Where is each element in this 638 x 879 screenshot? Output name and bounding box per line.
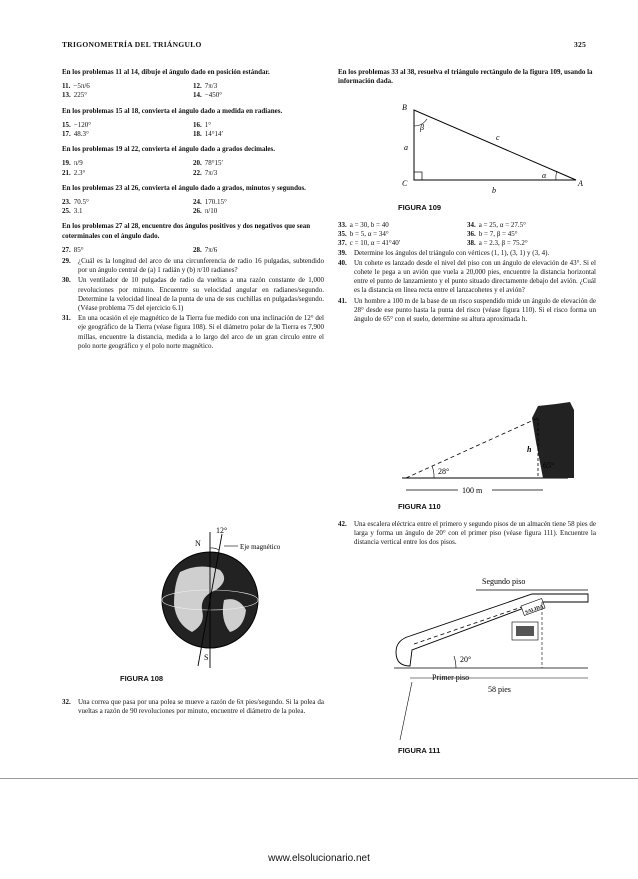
- problem-value: 7π/6: [204, 245, 218, 254]
- problem-31: [62, 314, 324, 351]
- triangle: [414, 110, 576, 180]
- sight-line: [406, 418, 538, 478]
- beta-label: β: [420, 123, 424, 132]
- problem-number: 34.: [467, 221, 476, 229]
- angle-28-label: 28°: [438, 467, 450, 476]
- problem-row: [62, 82, 324, 91]
- block-27-28: [62, 222, 324, 255]
- vertex-B: B: [402, 103, 407, 112]
- problem-row: [62, 246, 324, 255]
- problem-number: 23.: [62, 198, 71, 207]
- figure-108-earth-diagram: [140, 520, 320, 670]
- problem-41: [338, 297, 596, 325]
- alpha-arc: [556, 171, 557, 180]
- problem-number: 13.: [62, 91, 71, 100]
- vertex-A: A: [578, 179, 583, 188]
- problem-value: a = 2.3, β = 75.2°: [478, 239, 528, 248]
- north-label: N: [195, 539, 201, 548]
- problem-number: 37.: [338, 239, 347, 248]
- problem-row: [62, 130, 324, 139]
- magnetic-axis-label: Eje magnético: [240, 543, 281, 551]
- problem-number: 27.: [62, 245, 71, 254]
- right-angle-mark: [414, 172, 422, 180]
- figure-110-cliff: [398, 402, 588, 494]
- length-label: 58 pies: [488, 685, 511, 694]
- right-column-bottom: [338, 520, 596, 549]
- problem-text: Un hombre a 100 m de la base de un risco suspendido mide un ángulo de elevación de 28° desde ese punto hasta la punta del risco (véase figura 110). Si el risco forma un ángulo de 65° con el suelo, determine su altura aproximada h.: [354, 296, 596, 324]
- problem-row: [62, 121, 324, 130]
- alpha-label: α: [542, 171, 547, 180]
- problem-value: −120°: [73, 120, 91, 129]
- problem-value: 225°: [73, 91, 88, 100]
- figure-111-escalator: [392, 572, 598, 742]
- problem-number: 38.: [467, 239, 476, 248]
- problem-number: 33.: [338, 221, 347, 229]
- problem-text: Un cohete es lanzado desde el nivel del piso con un ángulo de elevación de 43°. Si el cohete le pega a un avión que vuela a 20,000 pies, encuentre la distancia horizontal entre el punto de lanzamiento y el punto situado directamente debajo del avión. ¿Cuál es la distancia en línea recta entre el lanzacohetes y el avión?: [354, 258, 596, 295]
- problem-value: π/10: [204, 207, 218, 216]
- problem-number: 17.: [62, 130, 71, 139]
- instruction: En los problemas 23 al 26, convierta el ángulo dado a grados, minutos y segundos.: [62, 183, 306, 192]
- problem-value: c = 10, α = 41°40′: [349, 239, 401, 248]
- problem-number: 24.: [193, 198, 202, 207]
- problem-value: 7π/3: [204, 82, 218, 91]
- instruction: En los problemas 19 al 22, convierta el ángulo dado a grados decimales.: [62, 145, 275, 154]
- problem-number: 39.: [338, 248, 347, 257]
- left-column-bottom: [62, 698, 324, 717]
- problem-number: 42.: [338, 520, 347, 528]
- problem-text: ¿Cuál es la longitud del arco de una circunferencia de radio 16 pulgadas, subtendido por un ángulo central de (a) 1 radián y (b) π/10 radianes?: [78, 257, 324, 275]
- problem-row: [338, 239, 596, 248]
- problem-number: 36.: [467, 230, 476, 239]
- problem-39: [338, 249, 596, 258]
- problem-number: 35.: [338, 230, 347, 239]
- problem-value: a = 25, α = 27.5°: [478, 221, 526, 229]
- problem-value: 2.3°: [73, 168, 86, 177]
- figure-109-right-triangle: [396, 100, 586, 195]
- problem-number: 26.: [193, 207, 202, 216]
- problem-value: 1°: [204, 120, 212, 129]
- problem-number: 19.: [62, 159, 71, 168]
- problem-number: 31.: [62, 314, 71, 323]
- problem-number: 11.: [62, 82, 71, 91]
- block-11-14: [62, 68, 324, 101]
- problem-row: [338, 221, 596, 230]
- problem-value: 170.15°: [204, 198, 227, 207]
- problem-text: Un ventilador de 10 pulgadas de radio da vueltas a una razón constante de 1,000 revoluciones por minuto. Encuentre su velocidad angular en radianes/segundo. Determine la velocidad lineal de la punta de una de sus cuchillas en pulgadas/segundo. (Véase problema 75 del ejercicio 6.1): [78, 276, 324, 313]
- problem-number: 15.: [62, 120, 71, 129]
- figure-108-caption: FIGURA 108: [120, 674, 164, 683]
- problem-text: Determine los ángulos del triángulo con vértices (1, 1), (3, 1) y (3, 4).: [354, 248, 550, 257]
- right-column-top: [338, 68, 596, 91]
- side-b: b: [492, 186, 496, 195]
- problem-number: 28.: [193, 245, 202, 254]
- angle-20-arc: [454, 656, 456, 668]
- problem-32: [62, 698, 324, 716]
- side-c: c: [496, 133, 500, 142]
- problem-value: 78°15′: [204, 159, 224, 168]
- problem-row: [62, 91, 324, 100]
- problem-number: 41.: [338, 296, 347, 305]
- length-pointer: [400, 682, 412, 740]
- problem-number: 30.: [62, 276, 71, 285]
- problem-row: [338, 230, 596, 239]
- problem-row: [62, 159, 324, 168]
- south-label: S: [204, 653, 209, 662]
- problem-row: [62, 207, 324, 216]
- scan-artifact-line: [0, 778, 638, 779]
- angle-label: 12°: [216, 526, 228, 535]
- problem-number: 22.: [193, 168, 202, 177]
- problem-42: [338, 520, 596, 548]
- problem-40: [338, 259, 596, 296]
- problem-number: 25.: [62, 207, 71, 216]
- second-floor-label: Segundo piso: [482, 577, 526, 586]
- first-floor-label: Primer piso: [432, 673, 470, 682]
- problem-value: 7π/3: [204, 168, 218, 177]
- vertex-C: C: [402, 179, 408, 188]
- block-15-18: [62, 107, 324, 140]
- problem-value: −5π/6: [73, 82, 90, 91]
- problem-number: 18.: [193, 130, 202, 139]
- left-column: [62, 68, 324, 352]
- side-a: a: [404, 143, 408, 152]
- problem-text: En una ocasión el eje magnético de la Tierra fue medido con una inclinación de 12° del eje geográfico de la Tierra (véase figura 108). Si el diámetro polar de la Tierra es 7,900 millas, encuentre la distancia, medida a lo largo del arco de un gran círculo entre el polo norte geográfico y el polo norte magnético.: [78, 314, 324, 350]
- figure-110-caption: FIGURA 110: [398, 502, 441, 511]
- problem-text: Una escalera eléctrica entre el primero y segundo pisos de un almacén tiene 58 pies de larga y forma un ángulo de 20° con el primer piso (véase figura 111). Encuentre la distancia vertical entre los dos pisos.: [354, 520, 596, 547]
- problem-value: b = 7, β = 45°: [478, 230, 518, 239]
- instruction: En los problemas 11 al 14, dibuje el ángulo dado en posición estándar.: [62, 68, 270, 76]
- angle-65-label: 65°: [543, 461, 555, 470]
- page-number: 325: [574, 40, 587, 49]
- distance-label: 100 m: [462, 486, 483, 494]
- problem-row: [62, 169, 324, 178]
- instruction: En los problemas 33 al 38, resuelva el triángulo rectángulo de la figura 109, usando la información dada.: [338, 68, 593, 86]
- problem-value: 85°: [73, 245, 84, 254]
- problem-number: 12.: [193, 82, 202, 91]
- escalator-body: [396, 594, 588, 666]
- machine-panel: [516, 626, 534, 636]
- problem-value: b = 5, α = 34°: [349, 230, 389, 239]
- problem-value: 48.3°: [73, 130, 89, 139]
- problem-value: 3.1: [73, 207, 83, 216]
- problem-value: 14°14′: [204, 130, 224, 139]
- footer-url: www.elsolucionario.net: [268, 853, 370, 864]
- problem-number: 29.: [62, 257, 71, 266]
- height-label: h: [527, 445, 532, 454]
- problem-number: 16.: [193, 120, 202, 129]
- angle-20-label: 20°: [460, 655, 472, 664]
- angle-arc: [210, 548, 219, 550]
- problem-number: 40.: [338, 258, 347, 267]
- problem-29: [62, 257, 324, 275]
- figure-111-caption: FIGURA 111: [398, 746, 441, 755]
- angle-28-arc: [432, 466, 434, 478]
- problem-number: 21.: [62, 168, 71, 177]
- problem-value: a = 30, b = 40: [349, 221, 389, 229]
- problem-30: [62, 276, 324, 313]
- problem-value: π/9: [73, 159, 83, 168]
- problem-number: 14.: [193, 91, 202, 100]
- problem-value: −450°: [204, 91, 222, 100]
- problem-number: 32.: [62, 698, 71, 706]
- right-column-mid: [338, 221, 596, 325]
- problem-row: [62, 198, 324, 207]
- problem-number: 20.: [193, 159, 202, 168]
- block-19-22: [62, 145, 324, 178]
- block-23-26: [62, 184, 324, 217]
- problem-text: Una correa que pasa por una polea se mueve a razón de 6π pies/segundo. Si la polea da vueltas a razón de 90 revoluciones por minuto, encuentre el diámetro de la polea.: [78, 698, 324, 716]
- instruction: En los problemas 15 al 18, convierta el ángulo dado a medida en radianes.: [62, 106, 283, 115]
- figure-109-caption: FIGURA 109: [398, 203, 442, 212]
- running-header: TRIGONOMETRÍA DEL TRIÁNGULO: [62, 40, 202, 49]
- instruction: En los problemas 27 al 28, encuentre dos ángulos positivos y dos negativos que sean coterminales con el ángulo dado.: [62, 222, 311, 240]
- exit-sign-text: SALIDA: [524, 604, 545, 616]
- problem-value: 70.5°: [73, 198, 89, 207]
